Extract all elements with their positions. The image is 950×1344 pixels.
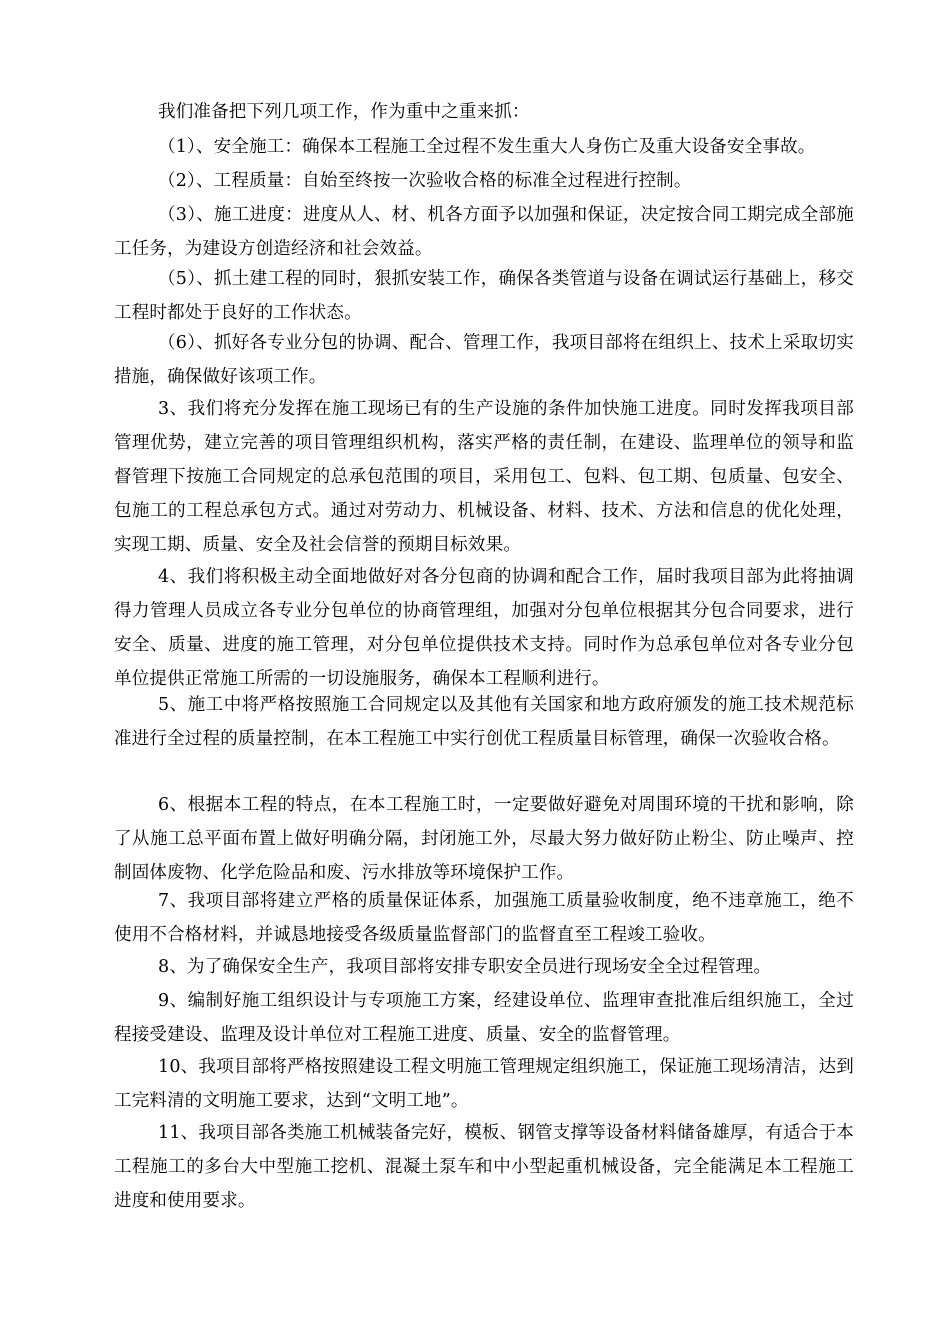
- paragraph-item-1: （1）、安全施工：确保本工程施工全过程不发生重大人身伤亡及重大设备安全事故。: [158, 137, 816, 157]
- paragraph-point-4: 4、我们将积极主动全面地做好对各分包商的协调和配合工作，届时我项目部为此将抽调得力管理人员成立各专业分包单位的协商管理组，加强对分包单位根据其分包合同要求，进行安全、质量、进度的施工管理，对分包单位提供技术支持。同时作为总承包单位对各专业分包单位提供正常施工所需的一切设施服务，确保本工程顺利进行。: [114, 567, 854, 689]
- paragraph-point-8: 8、为了确保安全生产，我项目部将安排专职安全员进行现场安全全过程管理。: [158, 957, 772, 977]
- paragraph-point-7: 7、我项目部将建立严格的质量保证体系，加强施工质量验收制度，绝不违章施工，绝不使用不合格材料，并诚恳地接受各级质量监督部门的监督直至工程竣工验收。: [114, 891, 854, 945]
- paragraph-point-5: 5、施工中将严格按照施工合同规定以及其他有关国家和地方政府颁发的施工技术规范标准进行全过程的质量控制，在本工程施工中实行创优工程质量目标管理，确保一次验收合格。: [114, 695, 854, 749]
- paragraph-item-2: （2）、工程质量：自始至终按一次验收合格的标准全过程进行控制。: [158, 171, 692, 191]
- paragraph-point-3: 3、我们将充分发挥在施工现场已有的生产设施的条件加快施工进度。同时发挥我项目部管理优势，建立完善的项目管理组织机构，落实严格的责任制，在建设、监理单位的领导和监督管理下按施工合同规定的总承包范围的项目，采用包工、包料、包工期、包质量、包安全、包施工的工程总承包方式。通过对劳动力、机械设备、材料、技术、方法和信息的优化处理，实现工期、质量、安全及社会信誉的预期目标效果。: [114, 399, 854, 555]
- paragraph-point-11: 11、我项目部各类施工机械装备完好，模板、钢管支撑等设备材料储备雄厚，有适合于本工程施工的多台大中型施工挖机、混凝土泵车和中小型起重机械设备，完全能满足本工程施工进度和使用要求。: [114, 1123, 854, 1211]
- paragraph-point-6: 6、根据本工程的特点，在本工程施工时，一定要做好避免对周围环境的干扰和影响，除了从施工总平面布置上做好明确分隔，封闭施工外，尽最大努力做好防止粉尘、防止噪声、控制固体废物、化学危险品和废、污水排放等环境保护工作。: [114, 795, 854, 883]
- paragraph-point-10: 10、我项目部将严格按照建设工程文明施工管理规定组织施工，保证施工现场清洁，达到工完料清的文明施工要求，达到“文明工地”。: [114, 1057, 854, 1111]
- paragraph-point-9: 9、编制好施工组织设计与专项施工方案，经建设单位、监理审查批准后组织施工，全过程接受建设、监理及设计单位对工程施工进度、质量、安全的监督管理。: [114, 991, 854, 1045]
- paragraph-item-6: （6）、抓好各专业分包的协调、配合、管理工作，我项目部将在组织上、技术上采取切实措施，确保做好该项工作。: [114, 333, 854, 387]
- paragraph-item-5: （5）、抓土建工程的同时，狠抓安装工作，确保各类管道与设备在调试运行基础上，移交工程时都处于良好的工作状态。: [114, 269, 854, 323]
- paragraph-item-3: （3）、施工进度：进度从人、材、机各方面予以加强和保证，决定按合同工期完成全部施工任务，为建设方创造经济和社会效益。: [114, 205, 854, 259]
- paragraph-intro: 我们准备把下列几项工作，作为重中之重来抓：: [158, 102, 530, 122]
